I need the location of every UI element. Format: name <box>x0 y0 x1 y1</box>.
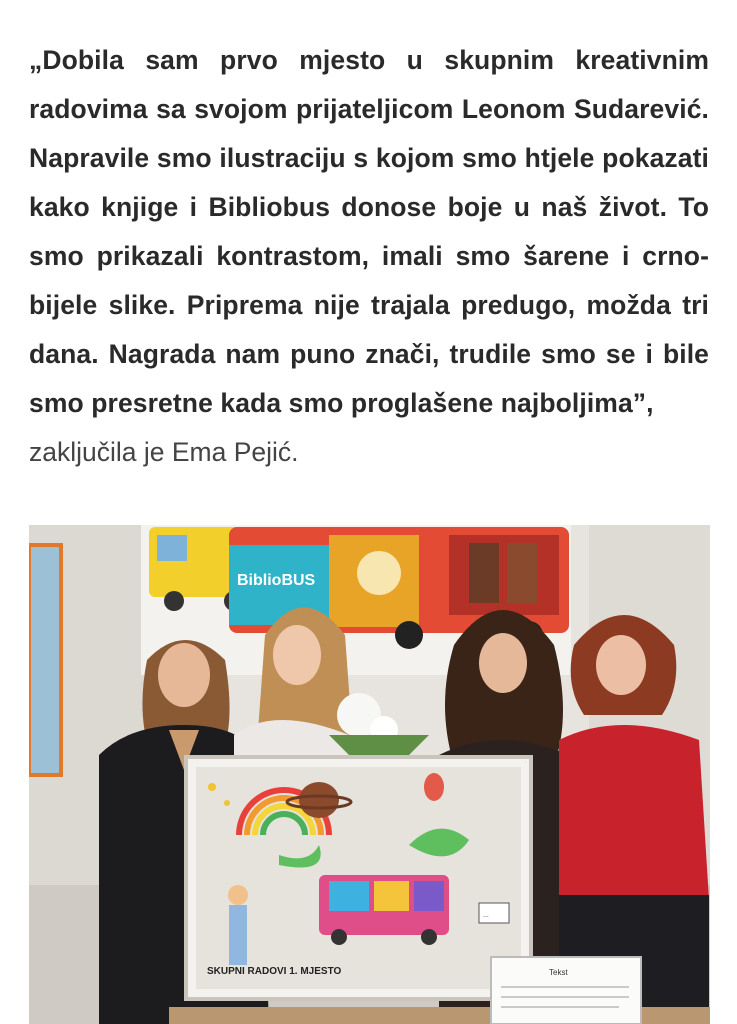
artwork-caption: SKUPNI RADOVI 1. MJESTO <box>207 966 342 977</box>
quote-paragraph: „Dobila sam prvo mjesto u skupnim kreativnim radovima sa svojom prijateljicom Leonom Sudarević. Napravile smo ilustraciju s kojom smo htjele pokazati kako knjige i Bibliobus donose boje u naš život. To smo prikazali kontrastom, imali smo šarene i crno-bijele slike. Priprema nije trajala predugo, možda tri dana. Nagrada nam puno znači, trudile smo se i bile smo presretne kada smo proglašene najboljima”, <box>29 45 709 418</box>
article-text <box>29 36 709 477</box>
note-card <box>491 957 641 1024</box>
framed-artwork <box>186 757 531 999</box>
note-card-title: Tekst <box>549 968 568 977</box>
artwork-sign-text: ... <box>483 912 489 919</box>
window <box>29 545 61 775</box>
award-photo <box>29 525 710 1024</box>
bus-brand-text: BiblioBUS <box>237 572 316 589</box>
quote-attribution: zaključila je Ema Pejić. <box>29 437 299 467</box>
